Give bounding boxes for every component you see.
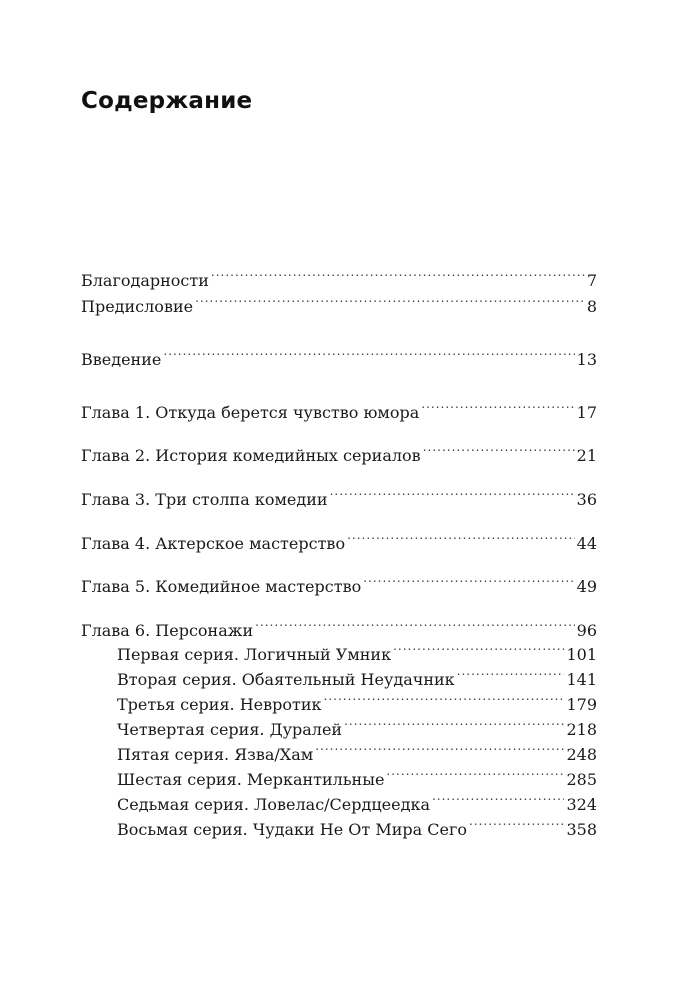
toc-entry-episode-1[interactable] xyxy=(117,640,597,665)
toc-entry-episode-3[interactable] xyxy=(117,690,597,715)
toc-entry-label: Вторая серия. Обаятельный Неудачник xyxy=(117,670,455,689)
toc-entry-episode-4[interactable] xyxy=(117,715,597,740)
toc-page-number: 285 xyxy=(566,770,597,789)
toc-entry-label: Глава 3. Три столпа комедии xyxy=(81,490,328,509)
toc-entry-label: Благодарности xyxy=(81,271,209,290)
toc-dot-leader xyxy=(347,529,575,549)
toc-entry-chapter-2[interactable] xyxy=(81,441,597,466)
toc-entry-label: Седьмая серия. Ловелас/Сердцеедка xyxy=(117,795,430,814)
toc-entry-label: Третья серия. Невротик xyxy=(117,695,322,714)
toc-entry-chapter-6[interactable] xyxy=(81,616,597,641)
toc-dot-leader xyxy=(421,398,574,418)
toc-entry-label: Шестая серия. Меркантильные xyxy=(117,770,385,789)
toc-page-number: 218 xyxy=(566,720,597,739)
toc-entry-label: Пятая серия. Язва/Хам xyxy=(117,745,314,764)
toc-entry-chapter-1[interactable] xyxy=(81,398,597,423)
toc-dot-leader xyxy=(423,441,575,461)
toc-dot-leader xyxy=(195,292,585,312)
toc-entry-episode-7[interactable] xyxy=(117,790,597,815)
toc-entry-label: Глава 1. Откуда берется чувство юмора xyxy=(81,403,420,422)
toc-dot-leader xyxy=(363,572,574,592)
toc-entry-chapter-3[interactable] xyxy=(81,485,597,510)
toc-page-number: 141 xyxy=(566,670,597,689)
toc-entry-label: Введение xyxy=(81,350,162,369)
toc-page-number: 179 xyxy=(566,695,597,714)
toc-entry-label: Глава 6. Персонажи xyxy=(81,621,254,640)
toc-entry-label: Глава 5. Комедийное мастерство xyxy=(81,577,362,596)
toc-entry-episode-8[interactable] xyxy=(117,815,597,840)
toc-entry-label: Глава 4. Актерское мастерство xyxy=(81,534,346,553)
toc-entry-label: Первая серия. Логичный Умник xyxy=(117,645,392,664)
toc-dot-leader xyxy=(255,616,575,636)
toc-page-number: 36 xyxy=(576,490,597,509)
toc-entry-episode-5[interactable] xyxy=(117,740,597,765)
toc-dot-leader xyxy=(315,740,564,760)
toc-page-number: 7 xyxy=(586,271,597,290)
toc-page-number: 44 xyxy=(576,534,597,553)
toc-entry-introduction[interactable] xyxy=(81,345,597,370)
toc-dot-leader xyxy=(386,765,564,785)
toc-page-number: 248 xyxy=(566,745,597,764)
toc-page-number: 101 xyxy=(566,645,597,664)
toc-page-number: 358 xyxy=(566,820,597,839)
toc-entry-label: Предисловие xyxy=(81,297,194,316)
toc-dot-leader xyxy=(163,345,574,365)
toc-page-number: 49 xyxy=(576,577,597,596)
toc-entry-preface[interactable] xyxy=(81,292,597,317)
toc-dot-leader xyxy=(432,790,564,810)
toc-page-number: 17 xyxy=(576,403,597,422)
toc-page-number: 21 xyxy=(576,446,597,465)
toc-entry-episode-6[interactable] xyxy=(117,765,597,790)
toc-entry-chapter-4[interactable] xyxy=(81,529,597,554)
toc-page-number: 8 xyxy=(586,297,597,316)
toc-entry-label: Четвертая серия. Дуралей xyxy=(117,720,343,739)
toc-entry-label: Восьмая серия. Чудаки Не От Мира Сего xyxy=(117,820,467,839)
toc-entry-episode-2[interactable] xyxy=(117,665,597,690)
toc-page-number: 324 xyxy=(566,795,597,814)
toc-entry-acknowledgements[interactable] xyxy=(81,266,597,291)
toc-dot-leader xyxy=(344,715,564,735)
toc-entry-label: Глава 2. История комедийных сериалов xyxy=(81,446,421,465)
toc-page-number: 13 xyxy=(576,350,597,369)
toc-dot-leader xyxy=(211,266,585,286)
toc-entry-chapter-5[interactable] xyxy=(81,572,597,597)
page-title: Содержание xyxy=(81,88,253,114)
toc-dot-leader xyxy=(324,690,565,710)
toc-dot-leader xyxy=(457,665,565,685)
toc-dot-leader xyxy=(393,640,564,660)
toc-dot-leader xyxy=(469,815,565,835)
toc-page-number: 96 xyxy=(576,621,597,640)
toc-dot-leader xyxy=(330,485,575,505)
